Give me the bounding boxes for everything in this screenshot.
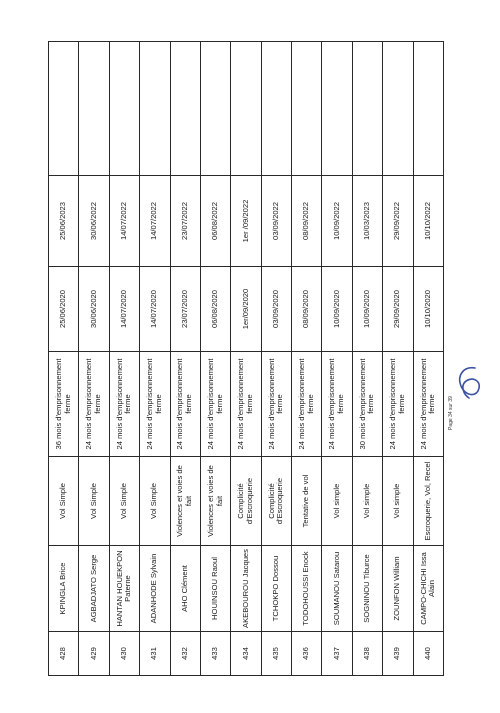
offence: Vol Simple [79, 457, 109, 546]
offence: Complicité d'Escroquerie [261, 457, 291, 546]
table-row [109, 42, 139, 676]
row-number: 428 [49, 632, 79, 676]
offence: Vol Simple [49, 457, 79, 546]
observation [413, 42, 444, 176]
end-date: 30/06/2022 [79, 176, 109, 267]
start-date: 08/09/2020 [292, 267, 322, 352]
observation [109, 42, 139, 176]
row-number: 438 [352, 632, 382, 676]
start-date: 10/09/2020 [352, 267, 382, 352]
observation [79, 42, 109, 176]
sentence: 24 mois d'emprisonnement ferme [231, 352, 261, 457]
start-date: 23/07/2020 [170, 267, 200, 352]
offence: Complicité d'Escroquerie [231, 457, 261, 546]
observation [383, 42, 413, 176]
end-date: 03/09/2022 [261, 176, 291, 267]
table-row [231, 42, 261, 676]
end-date: 23/07/2022 [170, 176, 200, 267]
offence: Violences et voies de fait [200, 457, 230, 546]
person-name: KPINGLA Brice [49, 546, 79, 632]
person-name: HANTAN HOUEKPON Paterne [109, 546, 139, 632]
table-row [413, 42, 444, 676]
end-date: 14/07/2022 [109, 176, 139, 267]
offence: Escroquerie, Vol, Recel [413, 457, 444, 546]
table-row [383, 42, 413, 676]
table-body [49, 42, 444, 676]
start-date: 10/09/2020 [322, 267, 352, 352]
start-date: 14/07/2020 [109, 267, 139, 352]
row-number: 432 [170, 632, 200, 676]
table-row [170, 42, 200, 676]
observation [261, 42, 291, 176]
row-number: 430 [109, 632, 139, 676]
row-number: 431 [140, 632, 170, 676]
end-date: 08/09/2022 [292, 176, 322, 267]
sentence: 24 mois d'emprisonnement ferme [170, 352, 200, 457]
sentence: 24 mois d'emprisonnement ferme [79, 352, 109, 457]
end-date: 1er /09/2022 [231, 176, 261, 267]
start-date: 10/10/2020 [413, 267, 444, 352]
row-number: 429 [79, 632, 109, 676]
observation [170, 42, 200, 176]
person-name: AKEBOUROU Jacques [231, 546, 261, 632]
page-number: Page 34 sur 39 [448, 396, 454, 430]
observation [352, 42, 382, 176]
person-name: ADANHODE Sylvain [140, 546, 170, 632]
sentence: 24 mois d'emprisonnement ferme [413, 352, 444, 457]
observation [49, 42, 79, 176]
offence: Tentative de vol [292, 457, 322, 546]
row-number: 434 [231, 632, 261, 676]
start-date: 06/08/2020 [200, 267, 230, 352]
offence: Vol simple [352, 457, 382, 546]
end-date: 14/07/2022 [140, 176, 170, 267]
start-date: 30/06/2020 [79, 267, 109, 352]
row-number: 439 [383, 632, 413, 676]
person-name: AGBADJATO Serge [79, 546, 109, 632]
person-name: SOGNINOU Tiburce [352, 546, 382, 632]
table-row [49, 42, 79, 676]
end-date: 25/06/2023 [49, 176, 79, 267]
row-number: 440 [413, 632, 444, 676]
sentence: 24 mois d'emprisonnement ferme [383, 352, 413, 457]
handwritten-initials [453, 360, 483, 408]
start-date: 25/06/2020 [49, 267, 79, 352]
start-date: 29/09/2020 [383, 267, 413, 352]
row-number: 437 [322, 632, 352, 676]
end-date: 06/08/2022 [200, 176, 230, 267]
prisoner-table-rotated [48, 42, 444, 676]
offence: Vol Simple [109, 457, 139, 546]
person-name: CAMPO-CHICHI Issa Alain [413, 546, 444, 632]
end-date: 10/10/2022 [413, 176, 444, 267]
end-date: 29/09/2022 [383, 176, 413, 267]
person-name: AHO Clément [170, 546, 200, 632]
end-date: 10/03/2023 [352, 176, 382, 267]
start-date: 14/07/2020 [140, 267, 170, 352]
sentence: 24 mois d'emprisonnement ferme [200, 352, 230, 457]
observation [322, 42, 352, 176]
sentence: 24 mois d'emprisonnement ferme [261, 352, 291, 457]
offence: Vol simple [383, 457, 413, 546]
observation [292, 42, 322, 176]
table-row [322, 42, 352, 676]
table-row [292, 42, 322, 676]
person-name: TODOHOUSSI Enock [292, 546, 322, 632]
person-name: ZOUNFON William [383, 546, 413, 632]
sentence: 24 mois d'emprisonnement ferme [140, 352, 170, 457]
sentence: 24 mois d'emprisonnement ferme [322, 352, 352, 457]
row-number: 436 [292, 632, 322, 676]
prisoner-table [48, 41, 444, 676]
table-row [79, 42, 109, 676]
person-name: TCHOKPO Dossou [261, 546, 291, 632]
sentence: 24 mois d'emprisonnement ferme [292, 352, 322, 457]
sentence: 36 mois d'emprisonnement ferme [49, 352, 79, 457]
table-row [352, 42, 382, 676]
observation [140, 42, 170, 176]
person-name: SOUMANOU Satarou [322, 546, 352, 632]
row-number: 433 [200, 632, 230, 676]
offence: Vol simple [322, 457, 352, 546]
table-row [140, 42, 170, 676]
sentence: 30 mois d'emprisonnement ferme [352, 352, 382, 457]
sentence: 24 mois d'emprisonnement ferme [109, 352, 139, 457]
person-name: HOUINSOU Raoul [200, 546, 230, 632]
table-row [261, 42, 291, 676]
end-date: 10/09/2022 [322, 176, 352, 267]
offence: Violences et voies de fait [170, 457, 200, 546]
observation [231, 42, 261, 176]
row-number: 435 [261, 632, 291, 676]
start-date: 1er/09/2020 [231, 267, 261, 352]
start-date: 03/09/2020 [261, 267, 291, 352]
table-row [200, 42, 230, 676]
offence: Vol Simple [140, 457, 170, 546]
observation [200, 42, 230, 176]
